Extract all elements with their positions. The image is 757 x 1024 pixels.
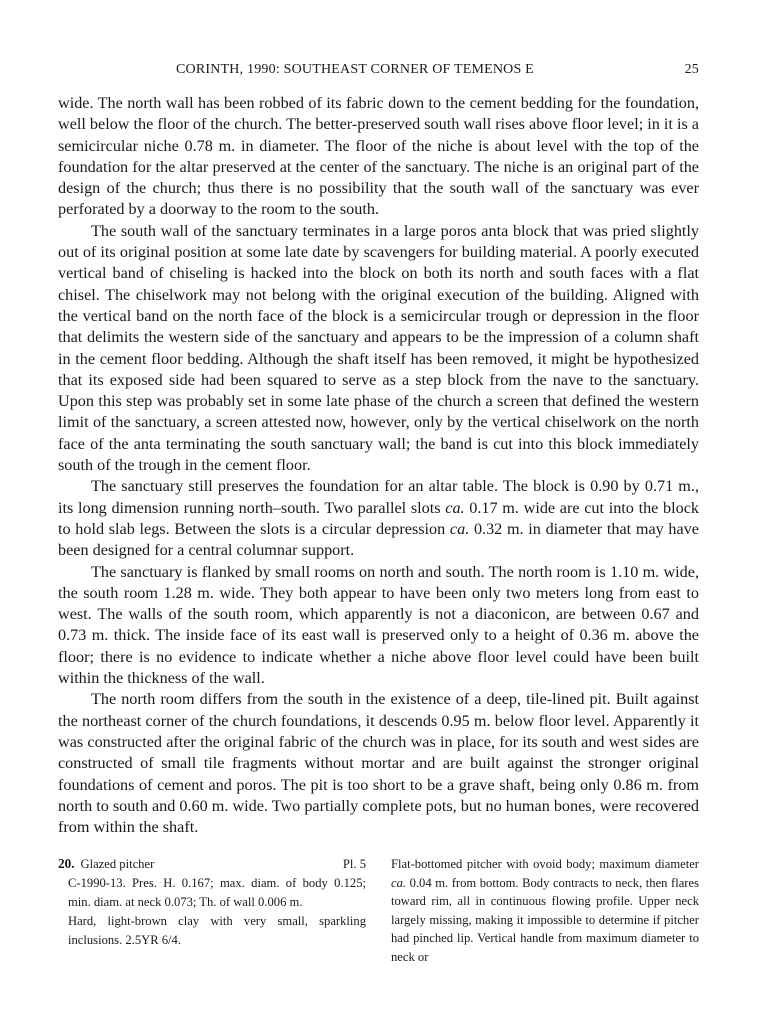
- paragraph-tile-pit: The north room differs from the south in the existence of a deep, tile-lined pit. Built against the northeast corner of the church foundations, it descends 0.95 m. below floor level. Apparently it was constructed after the original fabric of the church was in place, for its south and west sides are constructed of small tile fragments without mortar and are built against the stronger original foundations of cement and poros. The pit is too short to be a grave shaft, being only 0.86 m. from north to south and 0.60 m. wide. Two partially complete pots, but no human bones, were recovered from within the shaft.: [58, 690, 699, 837]
- catalog-description: [391, 855, 699, 967]
- catalog-object-name: Glazed pitcher: [80, 857, 155, 871]
- paragraph-north-wall: wide. The north wall has been robbed of its fabric down to the cement bedding for the foundation, well below the floor of the church. The better-preserved south wall rises above floor level; in it is a semicircular niche 0.78 m. in diameter. The floor of the niche is about level with the top of the foundation for the altar preserved at the center of the sanctuary. The niche is an original part of the design of the church; thus there is no possibility that the south wall of the sanctuary was ever perforated by a doorway to the room to the south.: [58, 94, 699, 219]
- paragraph-altar-table: [58, 476, 699, 561]
- catalog-number: 20.: [58, 856, 75, 871]
- altar-text-c: 0.32 m. in diameter that may have been designed for a central columnar support.: [58, 519, 699, 560]
- body-text: [58, 93, 699, 838]
- description-text-b: 0.04 m. from bottom. Body contracts to neck, then flares toward rim, all in continuous flowing profile. Upper neck largely missing, making it impossible to determine if pitcher had pinched lip. Vertical handle from maximum diameter to neck or: [391, 875, 699, 964]
- abbrev-circa: ca.: [445, 498, 465, 517]
- altar-text-b: 0.17 m. wide are cut into the block to hold slab legs. Between the slots is a circular depression: [58, 498, 700, 538]
- plate-reference: Pl. 5: [342, 857, 366, 871]
- abbrev-circa: ca.: [449, 519, 470, 538]
- catalog-entry-heading: [58, 855, 366, 874]
- page-number: 25: [684, 62, 699, 77]
- catalog-left-column: [58, 855, 366, 949]
- catalog-measurements: C-1990-13. Pres. H. 0.167; max. diam. of body 0.125; min. diam. at neck 0.073; Th. of wall 0.006 m.: [68, 876, 366, 909]
- paragraph-anta-block: The south wall of the sanctuary terminates in a large poros anta block that was pried slightly out of its original position at some late date by scavengers for building material. A poorly executed vertical band of chiseling is hacked into the block on both its north and south faces with a flat chisel. The chiselwork may not belong with the original execution of the building. Aligned with the vertical band on the north face of the block is a semicircular trough or depression in the floor that delimits the western side of the sanctuary and appears to be the impression of a column shaft in the cement floor bedding. Although the shaft itself has been removed, it might be hypothesized that its exposed side had been squared to serve as a step block from the nave to the sanctuary. Upon this step was probably set in some late phase of the church a screen that defined the western limit of the sanctuary, a screen attested now, however, only by the vertical chiselwork on the north face of the anta terminating the south sanctuary wall; the band is cut into this block immediately south of the trough in the cement floor.: [58, 221, 699, 475]
- abbrev-circa: ca.: [391, 875, 407, 890]
- paragraph-side-rooms: The sanctuary is flanked by small rooms on north and south. The north room is 1.10 m. wide, the south room 1.28 m. wide. They both appear to have been only two meters long from east to west. The walls of the south room, which apparently is not a diaconicon, are between 0.67 and 0.73 m. thick. The inside face of its east wall is preserved only to a height of 0.36 m. above the floor; there is no evidence to indicate whether a niche above floor level could have been built within the thickness of the wall.: [58, 562, 699, 688]
- catalog-right-column: [391, 855, 699, 967]
- running-title: CORINTH, 1990: SOUTHEAST CORNER OF TEMENOS E: [176, 62, 534, 77]
- altar-text-a: The sanctuary still preserves the foundation for an altar table. The block is 0.90 by 0.71 m., its long dimension running north–south. Two parallel slots: [58, 477, 699, 517]
- catalog-fabric: Hard, light-brown clay with very small, sparkling inclusions. 2.5YR 6/4.: [68, 914, 366, 947]
- description-text-a: Flat-bottomed pitcher with ovoid body; maximum diameter: [391, 857, 699, 871]
